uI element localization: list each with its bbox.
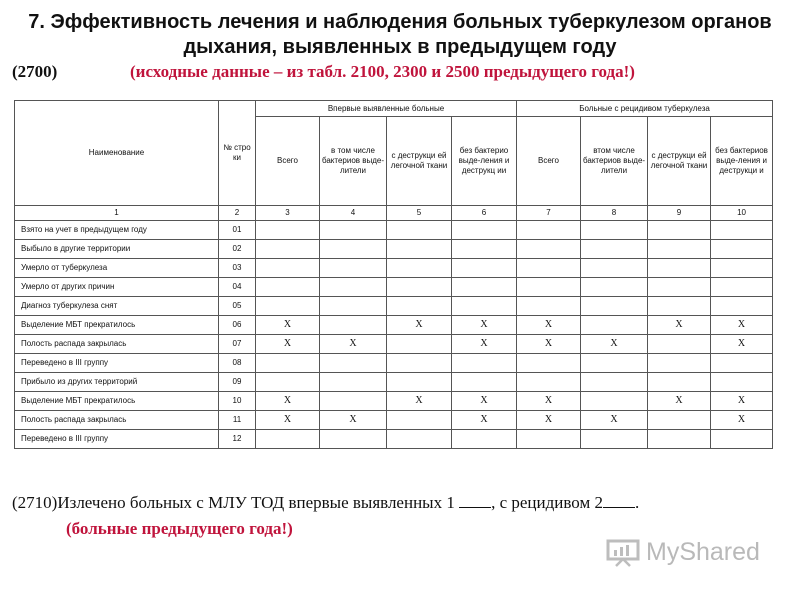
data-cell[interactable]: [320, 430, 387, 449]
data-cell[interactable]: [452, 221, 517, 240]
cell-excluded-mark: X: [256, 335, 320, 354]
report-table: [14, 100, 773, 449]
group-header-new: Впервые выявленные больные: [256, 101, 517, 117]
data-cell[interactable]: [256, 259, 320, 278]
row-line-number: 02: [219, 240, 256, 259]
data-cell[interactable]: [711, 278, 773, 297]
watermark-text: MyShared: [646, 538, 760, 566]
form-code: (2700): [12, 62, 58, 81]
data-cell[interactable]: [387, 259, 452, 278]
row-name: Выбыло в другие территории: [15, 240, 219, 259]
data-cell[interactable]: [452, 297, 517, 316]
cell-excluded-mark: X: [387, 392, 452, 411]
col-header-new-total: Всего: [256, 117, 320, 206]
col-header-line: № стро ки: [219, 101, 256, 206]
cell-excluded-mark: X: [387, 316, 452, 335]
data-cell[interactable]: [256, 430, 320, 449]
watermark: [606, 538, 760, 567]
table-row: [15, 354, 773, 373]
row-line-number: 03: [219, 259, 256, 278]
data-cell[interactable]: [517, 221, 581, 240]
data-cell[interactable]: [452, 354, 517, 373]
cell-excluded-mark: X: [581, 411, 648, 430]
row-name: Умерло от туберкулеза: [15, 259, 219, 278]
col-header-new-no-bacterial: без бактерио выде-ления и деструкц ии: [452, 117, 517, 206]
row-name: Переведено в III группу: [15, 354, 219, 373]
row-name: Выделение МБТ прекратилось: [15, 316, 219, 335]
cell-excluded-mark: X: [256, 316, 320, 335]
col-number: 3: [256, 206, 320, 221]
data-cell[interactable]: [452, 240, 517, 259]
data-cell[interactable]: [256, 221, 320, 240]
data-cell[interactable]: [387, 278, 452, 297]
data-cell[interactable]: [517, 297, 581, 316]
cell-excluded-mark: X: [711, 411, 773, 430]
data-cell[interactable]: [517, 430, 581, 449]
cell-excluded-mark: X: [517, 411, 581, 430]
data-cell[interactable]: [711, 430, 773, 449]
col-number: 4: [320, 206, 387, 221]
data-cell[interactable]: [711, 259, 773, 278]
data-cell[interactable]: [711, 373, 773, 392]
data-cell[interactable]: [581, 297, 648, 316]
source-note: (исходные данные – из табл. 2100, 2300 и 2500 предыдущего года!): [130, 62, 635, 81]
col-header-name: Наименование: [15, 101, 219, 206]
data-cell[interactable]: [320, 354, 387, 373]
row-name: Выделение МБТ прекратилось: [15, 392, 219, 411]
row-name: Переведено в III группу: [15, 430, 219, 449]
cell-excluded-mark: X: [256, 411, 320, 430]
table-row: [15, 392, 773, 411]
row-line-number: 05: [219, 297, 256, 316]
footer-mlu-line: [12, 493, 639, 513]
data-cell[interactable]: [387, 221, 452, 240]
table-row: [15, 411, 773, 430]
data-cell[interactable]: [387, 297, 452, 316]
data-cell[interactable]: [256, 278, 320, 297]
data-cell[interactable]: [581, 221, 648, 240]
data-cell[interactable]: [387, 373, 452, 392]
data-cell[interactable]: [320, 316, 387, 335]
row-name: Диагноз туберкулеза снят: [15, 297, 219, 316]
data-cell[interactable]: [581, 430, 648, 449]
data-cell[interactable]: [581, 240, 648, 259]
table-row: [15, 259, 773, 278]
data-cell[interactable]: [320, 297, 387, 316]
data-cell[interactable]: [320, 221, 387, 240]
presentation-board-icon: [606, 539, 640, 567]
row-line-number: 11: [219, 411, 256, 430]
data-cell[interactable]: [517, 354, 581, 373]
col-header-relapse-bacterial: втом числе бактериов выде-лители: [581, 117, 648, 206]
row-name: Полость распада закрылась: [15, 411, 219, 430]
table-row: [15, 430, 773, 449]
data-cell[interactable]: [387, 335, 452, 354]
data-cell[interactable]: [648, 430, 711, 449]
data-cell[interactable]: [648, 259, 711, 278]
blank-new-field[interactable]: [459, 493, 491, 508]
data-cell[interactable]: [387, 240, 452, 259]
footer-text-end: .: [634, 493, 640, 512]
data-cell[interactable]: [581, 259, 648, 278]
data-cell[interactable]: [711, 221, 773, 240]
data-cell[interactable]: [711, 297, 773, 316]
data-cell[interactable]: [581, 373, 648, 392]
blank-relapse-field[interactable]: [603, 493, 635, 508]
row-name: Взято на учет в предыдущем году: [15, 221, 219, 240]
row-name: Умерло от других причин: [15, 278, 219, 297]
col-number: 7: [517, 206, 581, 221]
data-cell[interactable]: [711, 240, 773, 259]
data-cell[interactable]: [452, 259, 517, 278]
table-body: [15, 221, 773, 449]
row-name: Полость распада закрылась: [15, 335, 219, 354]
cell-excluded-mark: X: [452, 316, 517, 335]
row-name: Прибыло из других территорий: [15, 373, 219, 392]
row-line-number: 04: [219, 278, 256, 297]
data-cell[interactable]: [581, 354, 648, 373]
col-header-new-bacterial: в том числе бактериов выде-лители: [320, 117, 387, 206]
data-cell[interactable]: [387, 411, 452, 430]
data-cell[interactable]: [256, 240, 320, 259]
page-title-line-1: 7. Эффективность лечения и наблюдения больных туберкулезом органов: [28, 11, 772, 33]
data-cell[interactable]: [320, 278, 387, 297]
page-title-line-2: дыхания, выявленных в предыдущем году: [183, 36, 617, 58]
col-number: 1: [15, 206, 219, 221]
footer-note: (больные предыдущего года!): [66, 519, 293, 538]
data-cell[interactable]: [581, 316, 648, 335]
cell-excluded-mark: X: [517, 316, 581, 335]
data-cell[interactable]: [711, 354, 773, 373]
col-header-relapse-no-bacterial: без бактериов выде-ления и деструкци и: [711, 117, 773, 206]
cell-excluded-mark: X: [452, 392, 517, 411]
group-header-relapse: Больные с рецидивом туберкулеза: [517, 101, 773, 117]
cell-excluded-mark: X: [581, 335, 648, 354]
col-number: 6: [452, 206, 517, 221]
data-cell[interactable]: [387, 354, 452, 373]
cell-excluded-mark: X: [517, 392, 581, 411]
data-cell[interactable]: [581, 278, 648, 297]
table-row: [15, 297, 773, 316]
cell-excluded-mark: X: [711, 335, 773, 354]
data-cell[interactable]: [387, 430, 452, 449]
data-cell[interactable]: [517, 259, 581, 278]
table-row: [15, 240, 773, 259]
data-cell[interactable]: [320, 373, 387, 392]
row-line-number: 10: [219, 392, 256, 411]
row-line-number: 01: [219, 221, 256, 240]
cell-excluded-mark: X: [517, 335, 581, 354]
data-cell[interactable]: [320, 259, 387, 278]
data-cell[interactable]: [517, 278, 581, 297]
row-line-number: 08: [219, 354, 256, 373]
data-cell[interactable]: [452, 278, 517, 297]
data-cell[interactable]: [320, 392, 387, 411]
cell-excluded-mark: X: [256, 392, 320, 411]
table-row: [15, 316, 773, 335]
col-header-relapse-destruction: с деструкци ей легочной ткани: [648, 117, 711, 206]
cell-excluded-mark: X: [320, 411, 387, 430]
table-row: [15, 221, 773, 240]
cell-excluded-mark: X: [711, 316, 773, 335]
table-row: [15, 373, 773, 392]
table-row: [15, 335, 773, 354]
data-cell[interactable]: [648, 373, 711, 392]
cell-excluded-mark: X: [648, 316, 711, 335]
col-number: 2: [219, 206, 256, 221]
col-number: 5: [387, 206, 452, 221]
data-cell[interactable]: [517, 373, 581, 392]
data-cell[interactable]: [648, 221, 711, 240]
data-cell[interactable]: [256, 354, 320, 373]
row-line-number: 06: [219, 316, 256, 335]
cell-excluded-mark: X: [711, 392, 773, 411]
data-cell[interactable]: [648, 278, 711, 297]
data-cell[interactable]: [648, 240, 711, 259]
cell-excluded-mark: X: [452, 411, 517, 430]
col-number: 9: [648, 206, 711, 221]
data-cell[interactable]: [452, 430, 517, 449]
data-cell[interactable]: [517, 240, 581, 259]
col-number: 10: [711, 206, 773, 221]
data-cell[interactable]: [452, 373, 517, 392]
data-cell[interactable]: [256, 373, 320, 392]
data-cell[interactable]: [320, 240, 387, 259]
col-header-relapse-total: Всего: [517, 117, 581, 206]
col-header-new-destruction: с деструкци ей легочной ткани: [387, 117, 452, 206]
data-cell[interactable]: [648, 335, 711, 354]
data-cell[interactable]: [648, 411, 711, 430]
data-cell[interactable]: [648, 297, 711, 316]
row-line-number: 09: [219, 373, 256, 392]
cell-excluded-mark: X: [320, 335, 387, 354]
footer-text-new: (2710)Излечено больных с МЛУ ТОД впервые выявленных 1: [12, 493, 455, 512]
table-row: [15, 278, 773, 297]
footer-text-relapse: , с рецидивом 2: [491, 493, 603, 512]
row-line-number: 07: [219, 335, 256, 354]
cell-excluded-mark: X: [452, 335, 517, 354]
row-line-number: 12: [219, 430, 256, 449]
data-cell[interactable]: [256, 297, 320, 316]
cell-excluded-mark: X: [648, 392, 711, 411]
data-cell[interactable]: [581, 392, 648, 411]
data-cell[interactable]: [648, 354, 711, 373]
col-number: 8: [581, 206, 648, 221]
